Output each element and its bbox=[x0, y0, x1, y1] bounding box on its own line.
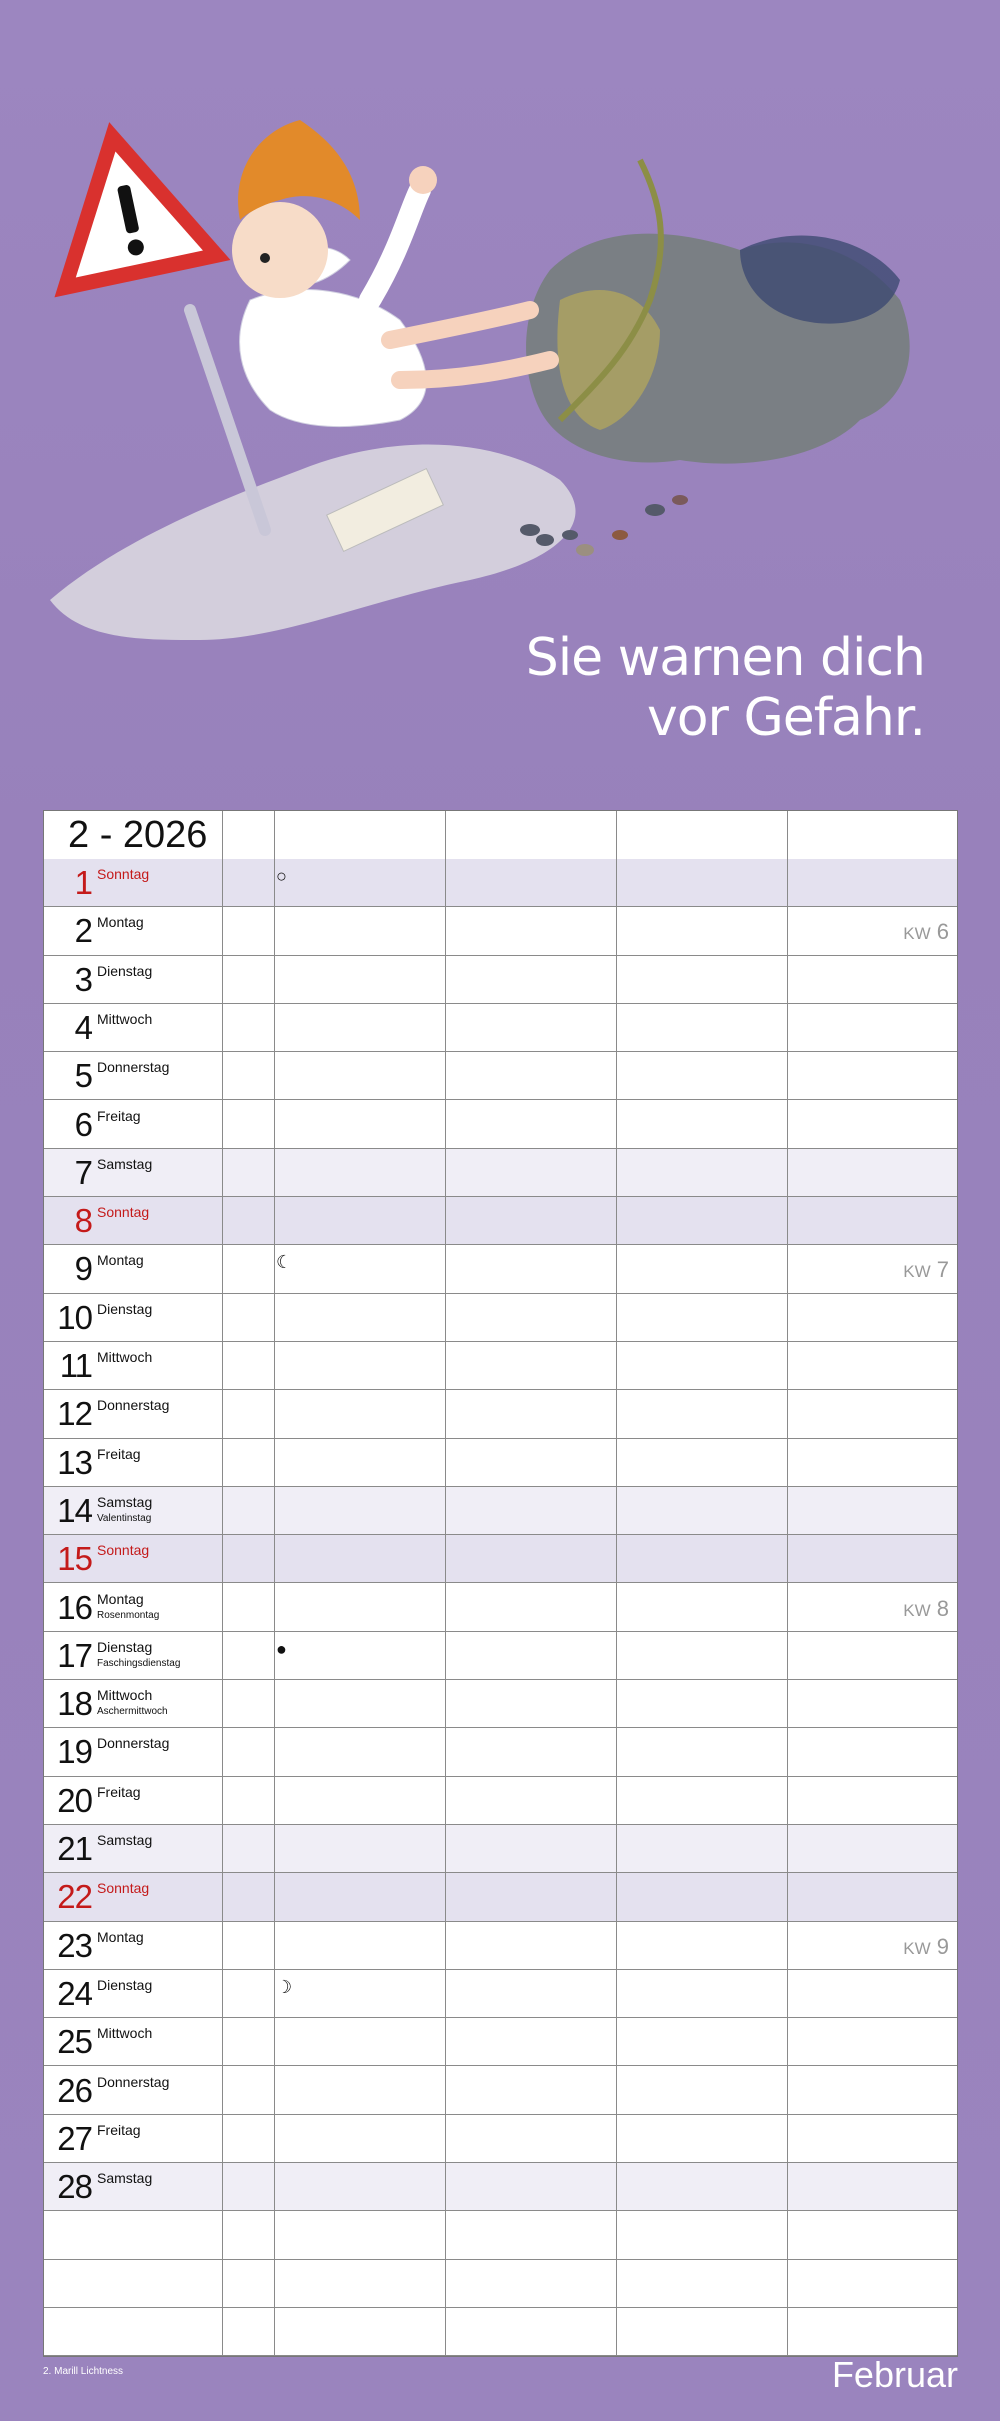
week-number bbox=[903, 919, 949, 945]
day-name: Dienstag bbox=[97, 1976, 153, 1993]
week-value: 8 bbox=[936, 1595, 949, 1621]
calendar-row[interactable] bbox=[44, 1294, 957, 1342]
day-number: 2 bbox=[74, 912, 92, 950]
day-number: 3 bbox=[74, 960, 92, 998]
day-number: 15 bbox=[57, 1540, 92, 1578]
calendar-row[interactable] bbox=[44, 1680, 957, 1728]
angel-arm bbox=[370, 190, 420, 300]
angel-head bbox=[232, 202, 328, 298]
day-name: Donnerstag bbox=[97, 1397, 170, 1414]
calendar-row[interactable] bbox=[44, 1390, 957, 1438]
calendar-row[interactable] bbox=[44, 2018, 957, 2066]
day-name: Donnerstag bbox=[97, 1735, 170, 1752]
calendar-row[interactable] bbox=[44, 1101, 957, 1149]
calendar-row[interactable] bbox=[44, 1197, 957, 1245]
calendar-grid bbox=[43, 810, 958, 2357]
day-number: 27 bbox=[57, 2119, 92, 2157]
calendar-row[interactable] bbox=[44, 1825, 957, 1873]
day-name: Mittwoch bbox=[97, 1010, 153, 1027]
calendar-row[interactable] bbox=[44, 1439, 957, 1487]
day-name: Montag bbox=[97, 1590, 144, 1607]
day-name: Freitag bbox=[97, 1107, 141, 1124]
angel-hair bbox=[238, 120, 360, 220]
day-number: 20 bbox=[57, 1781, 92, 1819]
week-value: 6 bbox=[936, 919, 949, 945]
calendar-row[interactable] bbox=[44, 1487, 957, 1535]
calendar-row[interactable] bbox=[44, 2115, 957, 2163]
column-divider bbox=[616, 811, 617, 2356]
calendar-row[interactable] bbox=[44, 1245, 957, 1293]
holiday-label: Faschingsdienstag bbox=[97, 1657, 181, 1669]
day-name: Montag bbox=[97, 1928, 144, 1945]
day-name: Dienstag bbox=[97, 1300, 153, 1317]
day-name: Dienstag bbox=[97, 962, 153, 979]
caption-line-2: vor Gefahr. bbox=[646, 688, 925, 748]
day-number: 24 bbox=[57, 1974, 92, 2012]
week-value: 9 bbox=[936, 1933, 949, 1959]
day-number: 5 bbox=[74, 1057, 92, 1095]
week-prefix: KW bbox=[903, 1600, 931, 1620]
calendar-title: 2 - 2026 bbox=[68, 814, 208, 856]
angel-illustration bbox=[40, 80, 980, 660]
calendar-row[interactable] bbox=[44, 1149, 957, 1197]
day-number: 9 bbox=[74, 1250, 92, 1288]
day-number: 16 bbox=[57, 1588, 92, 1626]
calendar-row[interactable] bbox=[44, 2211, 957, 2259]
calendar-row[interactable] bbox=[44, 1728, 957, 1776]
day-name: Samstag bbox=[97, 2170, 153, 2187]
angel-hand bbox=[409, 166, 437, 194]
day-number: 19 bbox=[57, 1733, 92, 1771]
footer-credit: 2. Marill Lichtness bbox=[43, 2366, 124, 2377]
week-prefix: KW bbox=[903, 1938, 931, 1958]
week-prefix: KW bbox=[903, 924, 931, 944]
holiday-label: Rosenmontag bbox=[97, 1609, 160, 1621]
day-number: 8 bbox=[74, 1202, 92, 1240]
calendar-row[interactable] bbox=[44, 1004, 957, 1052]
day-number: 12 bbox=[57, 1395, 92, 1433]
day-name: Freitag bbox=[97, 1445, 141, 1462]
ground-shadow bbox=[50, 445, 576, 640]
moon-phase-icon: ● bbox=[276, 1638, 287, 1659]
footer-month: Februar bbox=[831, 2354, 958, 2395]
moon-phase-icon: ☾ bbox=[276, 1252, 293, 1273]
calendar-row[interactable] bbox=[44, 2067, 957, 2115]
calendar-row[interactable] bbox=[44, 859, 957, 907]
angel-body bbox=[240, 290, 427, 427]
column-divider bbox=[274, 811, 275, 2356]
calendar-row[interactable] bbox=[44, 1584, 957, 1632]
warning-sign-icon bbox=[40, 103, 231, 297]
day-name: Donnerstag bbox=[97, 2073, 170, 2090]
angel-eye bbox=[260, 253, 270, 263]
day-name: Sonntag bbox=[97, 1542, 150, 1559]
day-number: 14 bbox=[57, 1491, 92, 1529]
calendar-row[interactable] bbox=[44, 1873, 957, 1921]
calendar-row[interactable] bbox=[44, 1535, 957, 1583]
calendar-row[interactable] bbox=[44, 2163, 957, 2211]
moon-phase-icon: ○ bbox=[276, 866, 287, 886]
day-number: 26 bbox=[57, 2071, 92, 2109]
calendar-row[interactable] bbox=[44, 1970, 957, 2018]
week-number bbox=[903, 1257, 949, 1283]
day-name: Sonntag bbox=[97, 866, 150, 882]
day-number: 17 bbox=[57, 1636, 92, 1674]
day-number: 18 bbox=[57, 1685, 92, 1723]
day-name: Montag bbox=[97, 1252, 144, 1269]
day-name: Mittwoch bbox=[97, 1349, 153, 1365]
day-name: Mittwoch bbox=[97, 2025, 153, 2042]
day-number: 21 bbox=[57, 1830, 92, 1867]
day-number: 11 bbox=[59, 1347, 92, 1384]
day-name: Samstag bbox=[97, 1493, 153, 1510]
day-number: 7 bbox=[74, 1153, 92, 1191]
calendar-row[interactable] bbox=[44, 907, 957, 955]
column-divider bbox=[445, 811, 446, 2356]
day-name: Samstag bbox=[97, 1832, 153, 1848]
caption bbox=[505, 628, 925, 748]
calendar-row[interactable] bbox=[44, 2308, 957, 2356]
moon-phase-icon: ☽ bbox=[276, 1976, 293, 1997]
day-name: Dienstag bbox=[97, 1638, 153, 1655]
calendar-row[interactable] bbox=[44, 1632, 957, 1680]
calendar-row[interactable] bbox=[44, 1342, 957, 1390]
holiday-label: Valentinstag bbox=[97, 1512, 152, 1524]
day-number: 4 bbox=[74, 1008, 92, 1046]
calendar-row[interactable] bbox=[44, 956, 957, 1004]
day-number: 6 bbox=[74, 1105, 92, 1143]
day-number: 28 bbox=[57, 2168, 92, 2206]
week-number bbox=[903, 1596, 949, 1622]
week-prefix: KW bbox=[903, 1262, 931, 1282]
calendar-row[interactable] bbox=[44, 1922, 957, 1970]
day-number: 23 bbox=[57, 1926, 92, 1964]
holiday-label: Aschermittwoch bbox=[97, 1706, 168, 1718]
column-divider bbox=[787, 811, 788, 2356]
day-name: Sonntag bbox=[97, 1880, 150, 1897]
calendar-row[interactable] bbox=[44, 2260, 957, 2308]
day-name: Freitag bbox=[97, 2121, 141, 2138]
day-number: 13 bbox=[57, 1443, 92, 1481]
day-number: 1 bbox=[74, 864, 92, 901]
day-name: Donnerstag bbox=[97, 1059, 170, 1076]
day-name: Sonntag bbox=[97, 1204, 150, 1221]
column-divider bbox=[222, 811, 223, 2356]
calendar-row[interactable] bbox=[44, 1052, 957, 1100]
week-number bbox=[903, 1934, 949, 1960]
day-name: Samstag bbox=[97, 1155, 153, 1172]
day-name: Freitag bbox=[97, 1783, 141, 1800]
day-name: Montag bbox=[97, 914, 144, 931]
day-number: 25 bbox=[57, 2023, 92, 2061]
caption-line-1: Sie warnen dich bbox=[525, 628, 925, 688]
day-number: 10 bbox=[57, 1298, 92, 1336]
calendar-row[interactable] bbox=[44, 1777, 957, 1825]
day-name: Mittwoch bbox=[97, 1687, 153, 1704]
day-number: 22 bbox=[57, 1878, 92, 1916]
week-value: 7 bbox=[936, 1257, 949, 1283]
